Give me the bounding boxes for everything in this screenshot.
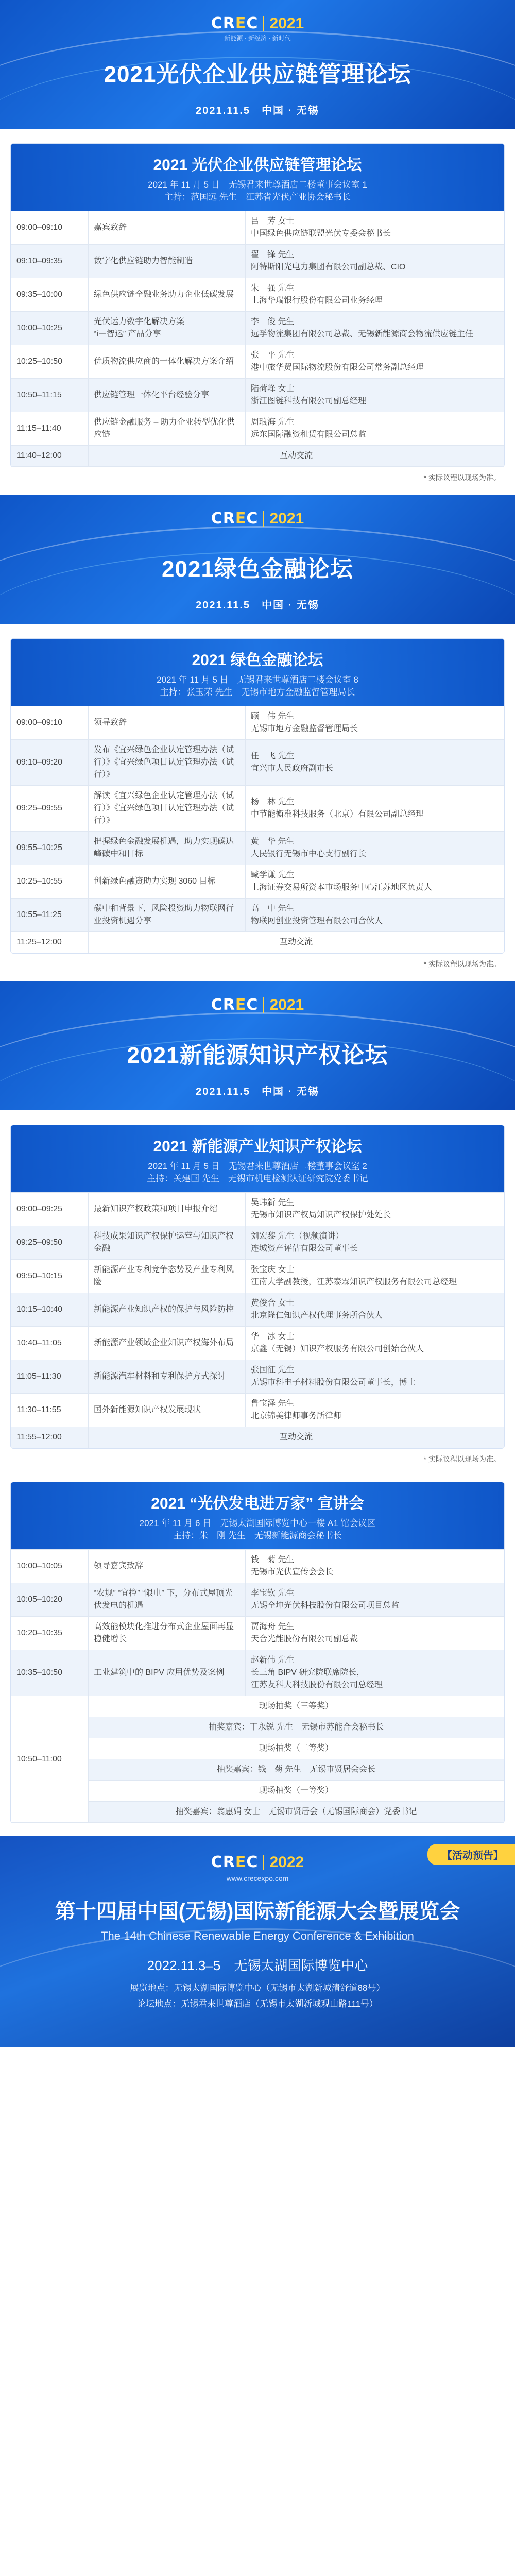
agenda-table [11, 1549, 504, 1823]
crec-logo: CREC 2021 [211, 14, 304, 32]
agenda-time: 09:10–09:35 [11, 245, 89, 278]
lottery-label: 现场抽奖（二等奖） [89, 1738, 504, 1759]
banner-forum-1 [0, 0, 515, 129]
table-row [11, 865, 504, 899]
table-row [11, 1193, 504, 1226]
table-row [11, 1293, 504, 1327]
crec-logo: CREC 2022 [211, 1853, 304, 1871]
agenda-topic: 供应链管理一体化平台经验分享 [89, 379, 246, 412]
agenda-speaker: 臧学谦 先生 上海证券交易所资本市场服务中心江苏地区负责人 [246, 865, 504, 899]
agenda-time: 10:15–10:40 [11, 1293, 89, 1327]
agenda-speaker: 张 平 先生 港中旅华贸国际物流股份有限公司常务副总经理 [246, 345, 504, 379]
agenda-time: 10:40–11:05 [11, 1327, 89, 1360]
agenda-time: 11:05–11:30 [11, 1360, 89, 1394]
table-row [11, 1696, 504, 1717]
agenda-time: 10:55–11:25 [11, 899, 89, 932]
table-row [11, 932, 504, 953]
agenda-time: 09:55–10:25 [11, 832, 89, 865]
table-row [11, 1260, 504, 1293]
agenda-card [10, 1125, 505, 1449]
crec-logo: CREC 2021 [211, 996, 304, 1014]
banner-title: 2021新能源知识产权论坛 [127, 1043, 388, 1068]
agenda-interaction: 互动交流 [89, 446, 504, 467]
agenda-speaker: 顾 伟 先生 无锡市地方金融监督管理局长 [246, 706, 504, 740]
agenda-time: 09:10–09:20 [11, 740, 89, 786]
agenda-topic: 国外新能源知识产权发展现状 [89, 1394, 246, 1427]
table-row [11, 379, 504, 412]
agenda-time: 09:25–09:50 [11, 1226, 89, 1260]
agenda-speaker: 华 冰 女士 京鑫（无锡）知识产权服务有限公司创始合伙人 [246, 1327, 504, 1360]
agenda-speaker: 李宝钦 先生 无锡全坤光伏科技股份有限公司项目总监 [246, 1583, 504, 1617]
agenda-speaker: 刘宏黎 先生（视频演讲） 连城资产评估有限公司董事长 [246, 1226, 504, 1260]
agenda-time: 11:40–12:00 [11, 446, 89, 467]
agenda-meta: 2021 年 11 月 5 日 无锡君来世尊酒店二楼董事会议室 2 主持：关建国 先生 无锡市机电检测认证研究院党委书记 [147, 1161, 368, 1183]
agenda-card [10, 638, 505, 954]
agenda-title: 2021 新能源产业知识产权论坛 [153, 1138, 362, 1155]
agenda-meta: 2021 年 11 月 6 日 无锡太湖国际博览中心一楼 A1 馆会议区 主持：朱 刚 先生 无锡新能源商会秘书长 [139, 1518, 376, 1540]
agenda-topic: “农规” “宜控” “限电” 下，分布式屋顶光伏发电的机遇 [89, 1583, 246, 1617]
banner-forum-2 [0, 495, 515, 624]
agenda-speaker: 张宝庆 女士 江南大学副教授，江苏泰霖知识产权服务有限公司总经理 [246, 1260, 504, 1293]
table-row [11, 1650, 504, 1696]
agenda-time: 09:35–10:00 [11, 278, 89, 312]
crec-logo: CREC 2021 [211, 510, 304, 528]
agenda-speaker: 赵新伟 先生 长三角 BIPV 研究院联席院长， 江苏友科大科技股份有限公司总经理 [246, 1650, 504, 1696]
forum-2-section [0, 624, 515, 981]
forum-venue: 论坛地点：无锡君来世尊酒店（无锡市太湖新城观山路111号） [137, 1999, 378, 2009]
banner-title: 2021绿色金融论坛 [162, 556, 353, 582]
agenda-topic: 领导嘉宾致辞 [89, 1550, 246, 1583]
agenda-interaction: 互动交流 [89, 932, 504, 953]
website-url[interactable]: www.crecexpo.com [226, 1874, 289, 1883]
sun-icon: E [235, 996, 247, 1014]
banner-title: 2021光伏企业供应链管理论坛 [104, 62, 411, 87]
agenda-speaker: 任 飞 先生 宜兴市人民政府副市长 [246, 740, 504, 786]
agenda-topic: 新能源产业专利竞争态势及产业专利风险 [89, 1260, 246, 1293]
agenda-time: 10:50–11:00 [11, 1696, 89, 1823]
logo-year: 2021 [269, 996, 304, 1013]
agenda-topic: 新能源产业领域企业知识产权海外布局 [89, 1327, 246, 1360]
promo-date: 2022.11.3–5 无锡太湖国际博览中心 [147, 1958, 368, 1973]
agenda-time: 10:50–11:15 [11, 379, 89, 412]
agenda-topic: 高效能模块化推进分布式企业屋面再显稳健增长 [89, 1617, 246, 1650]
agenda-card [10, 1482, 505, 1823]
agenda-time: 11:15–11:40 [11, 412, 89, 446]
sun-icon: E [235, 510, 247, 528]
table-row [11, 740, 504, 786]
lottery-label: 现场抽奖（一等奖） [89, 1781, 504, 1802]
agenda-card [10, 143, 505, 467]
event-preview-tag: 【活动预告】 [427, 1844, 515, 1865]
agenda-topic: 新能源汽车材料和专利保护方式探讨 [89, 1360, 246, 1394]
lottery-presenter: 抽奖嘉宾：钱 菊 先生 无锡市贤居会会长 [89, 1759, 504, 1781]
agenda-meta: 2021 年 11 月 5 日 无锡君来世尊酒店二楼董事会议室 1 主持：范国远 先生 江苏省光伏产业协会秘书长 [148, 180, 367, 202]
table-row [11, 1550, 504, 1583]
agenda-speaker: 吴玮新 先生 无锡市知识产权局知识产权保护处处长 [246, 1193, 504, 1226]
agenda-speaker: 高 中 先生 物联网创业投资管理有限公司合伙人 [246, 899, 504, 932]
footnote: * 实际议程以现场为准。 [423, 1455, 501, 1463]
agenda-title: 2021 光伏企业供应链管理论坛 [153, 157, 362, 174]
table-row [11, 832, 504, 865]
agenda-speaker: 杨 林 先生 中节能衡准科技服务（北京）有限公司副总经理 [246, 786, 504, 832]
table-row [11, 345, 504, 379]
table-row [11, 446, 504, 467]
table-row [11, 1617, 504, 1650]
agenda-speaker: 张国征 先生 无锡市科电子材料股份有限公司董事长，博士 [246, 1360, 504, 1394]
agenda-time: 10:25–10:50 [11, 345, 89, 379]
agenda-topic: 创新绿色融资助力实现 3060 目标 [89, 865, 246, 899]
agenda-time: 10:35–10:50 [11, 1650, 89, 1696]
table-row [11, 245, 504, 278]
table-row [11, 211, 504, 245]
logo-year: 2021 [269, 14, 304, 32]
table-row [11, 1427, 504, 1448]
agenda-topic: 科技成果知识产权保护运营与知识产权金融 [89, 1226, 246, 1260]
agenda-speaker: 钱 菊 先生 无锡市光伏宣传会会长 [246, 1550, 504, 1583]
sun-icon: E [235, 1853, 247, 1871]
forum-3-section [0, 1110, 515, 1477]
promo-title-en: The 14th Chinese Renewable Energy Conference & Exhibition [101, 1929, 414, 1942]
agenda-time: 10:25–10:55 [11, 865, 89, 899]
banner-date: 2021.11.5 中国 · 无锡 [196, 105, 319, 116]
agenda-topic: 发布《宜兴绿色企业认定管理办法（试行）》《宜兴绿色项目认定管理办法（试行）》 [89, 740, 246, 786]
agenda-speaker: 鲁宝泽 先生 北京锦美律师事务所律师 [246, 1394, 504, 1427]
agenda-speaker: 周琅海 先生 远东国际融资租赁有限公司总监 [246, 412, 504, 446]
agenda-topic: 工业建筑中的 BIPV 应用优势及案例 [89, 1650, 246, 1696]
agenda-interaction: 互动交流 [89, 1427, 504, 1448]
agenda-meta: 2021 年 11 月 5 日 无锡君来世尊酒店二楼会议室 8 主持：张玉荣 先生 无锡市地方金融监督管理局长 [157, 675, 358, 697]
agenda-time: 09:00–09:10 [11, 211, 89, 245]
agenda-speaker: 吕 芳 女士 中国绿色供应链联盟光伏专委会秘书长 [246, 211, 504, 245]
table-row [11, 412, 504, 446]
agenda-speaker: 朱 强 先生 上海华瑞银行股份有限公司业务经理 [246, 278, 504, 312]
footnote: * 实际议程以现场为准。 [423, 960, 501, 968]
table-row [11, 786, 504, 832]
agenda-topic: 解读《宜兴绿色企业认定管理办法（试行）》《宜兴绿色项目认定管理办法（试行）》 [89, 786, 246, 832]
lottery-presenter: 抽奖嘉宾：丁永锐 先生 无锡市苏能合会秘书长 [89, 1717, 504, 1738]
banner-forum-3 [0, 981, 515, 1110]
footnote: * 实际议程以现场为准。 [423, 473, 501, 482]
agenda-topic: 碳中和背景下，风险投资助力物联网行业投资机遇分享 [89, 899, 246, 932]
agenda-topic: 优质物流供应商的一体化解决方案介绍 [89, 345, 246, 379]
agenda-speaker: 翟 锋 先生 阿特斯阳光电力集团有限公司副总裁、CIO [246, 245, 504, 278]
table-row [11, 278, 504, 312]
agenda-table [11, 706, 504, 953]
forum-1-section [0, 129, 515, 495]
agenda-speaker: 贾海舟 先生 天合光能股份有限公司副总裁 [246, 1617, 504, 1650]
banner-date: 2021.11.5 中国 · 无锡 [196, 600, 319, 611]
table-row [11, 1226, 504, 1260]
agenda-topic: 绿色供应链全融业务助力企业低碳发展 [89, 278, 246, 312]
agenda-speaker: 黄俊合 女士 北京隆仁知识产权代理事务所合伙人 [246, 1293, 504, 1327]
table-row [11, 312, 504, 345]
table-row [11, 1583, 504, 1617]
agenda-time: 09:00–09:10 [11, 706, 89, 740]
agenda-table [11, 211, 504, 467]
agenda-time: 09:25–09:55 [11, 786, 89, 832]
banner-date: 2021.11.5 中国 · 无锡 [196, 1086, 319, 1097]
agenda-topic: 新能源产业知识产权的保护与风险防控 [89, 1293, 246, 1327]
logo-year: 2021 [269, 510, 304, 527]
lottery-label: 现场抽奖（三等奖） [89, 1696, 504, 1717]
agenda-table [11, 1192, 504, 1448]
agenda-speaker: 陆荷峰 女士 浙江图链科技有限公司副总经理 [246, 379, 504, 412]
agenda-time: 09:50–10:15 [11, 1260, 89, 1293]
exhibition-venue: 展览地点：无锡太湖国际博览中心（无锡市太湖新城清舒道88号） [130, 1983, 385, 1993]
promo-title: 第十四届中国(无锡)国际新能源大会暨展览会 [55, 1900, 460, 1923]
lottery-presenter: 抽奖嘉宾：翁惠娟 女士 无锡市贤居会（无锡国际商会）党委书记 [89, 1802, 504, 1823]
agenda-topic: 供应链金融服务 – 助力企业转型优化供应链 [89, 412, 246, 446]
agenda-time: 11:55–12:00 [11, 1427, 89, 1448]
agenda-speaker: 李 俊 先生 远孚物流集团有限公司总裁、无锡新能源商会物流供应链主任 [246, 312, 504, 345]
logo-year: 2022 [269, 1853, 304, 1871]
table-row [11, 1394, 504, 1427]
table-row [11, 1327, 504, 1360]
agenda-time: 11:30–11:55 [11, 1394, 89, 1427]
agenda-title: 2021 绿色金融论坛 [192, 652, 323, 669]
agenda-topic: 嘉宾致辞 [89, 211, 246, 245]
agenda-title: 2021 “光伏发电进万家” 宣讲会 [151, 1495, 364, 1512]
agenda-speaker: 黄 华 先生 人民银行无锡市中心支行副行长 [246, 832, 504, 865]
table-row [11, 1360, 504, 1394]
agenda-topic: 数字化供应链助力智能制造 [89, 245, 246, 278]
agenda-topic: 光伏运力数字化解决方案 “i－智运” 产品分享 [89, 312, 246, 345]
table-row [11, 899, 504, 932]
agenda-topic: 最新知识产权政策和项目申报介绍 [89, 1193, 246, 1226]
agenda-topic: 把握绿色金融发展机遇，助力实现碳达峰碳中和目标 [89, 832, 246, 865]
agenda-time: 10:00–10:25 [11, 312, 89, 345]
logo-tagline: 新能源 · 新经济 · 新时代 [224, 35, 291, 42]
forum-4-section [0, 1477, 515, 1836]
agenda-time: 10:20–10:35 [11, 1617, 89, 1650]
agenda-topic: 领导致辞 [89, 706, 246, 740]
promo-banner [0, 1836, 515, 2047]
agenda-time: 11:25–12:00 [11, 932, 89, 953]
table-row [11, 706, 504, 740]
agenda-time: 10:00–10:05 [11, 1550, 89, 1583]
agenda-time: 10:05–10:20 [11, 1583, 89, 1617]
agenda-time: 09:00–09:25 [11, 1193, 89, 1226]
sun-icon: E [235, 14, 247, 32]
